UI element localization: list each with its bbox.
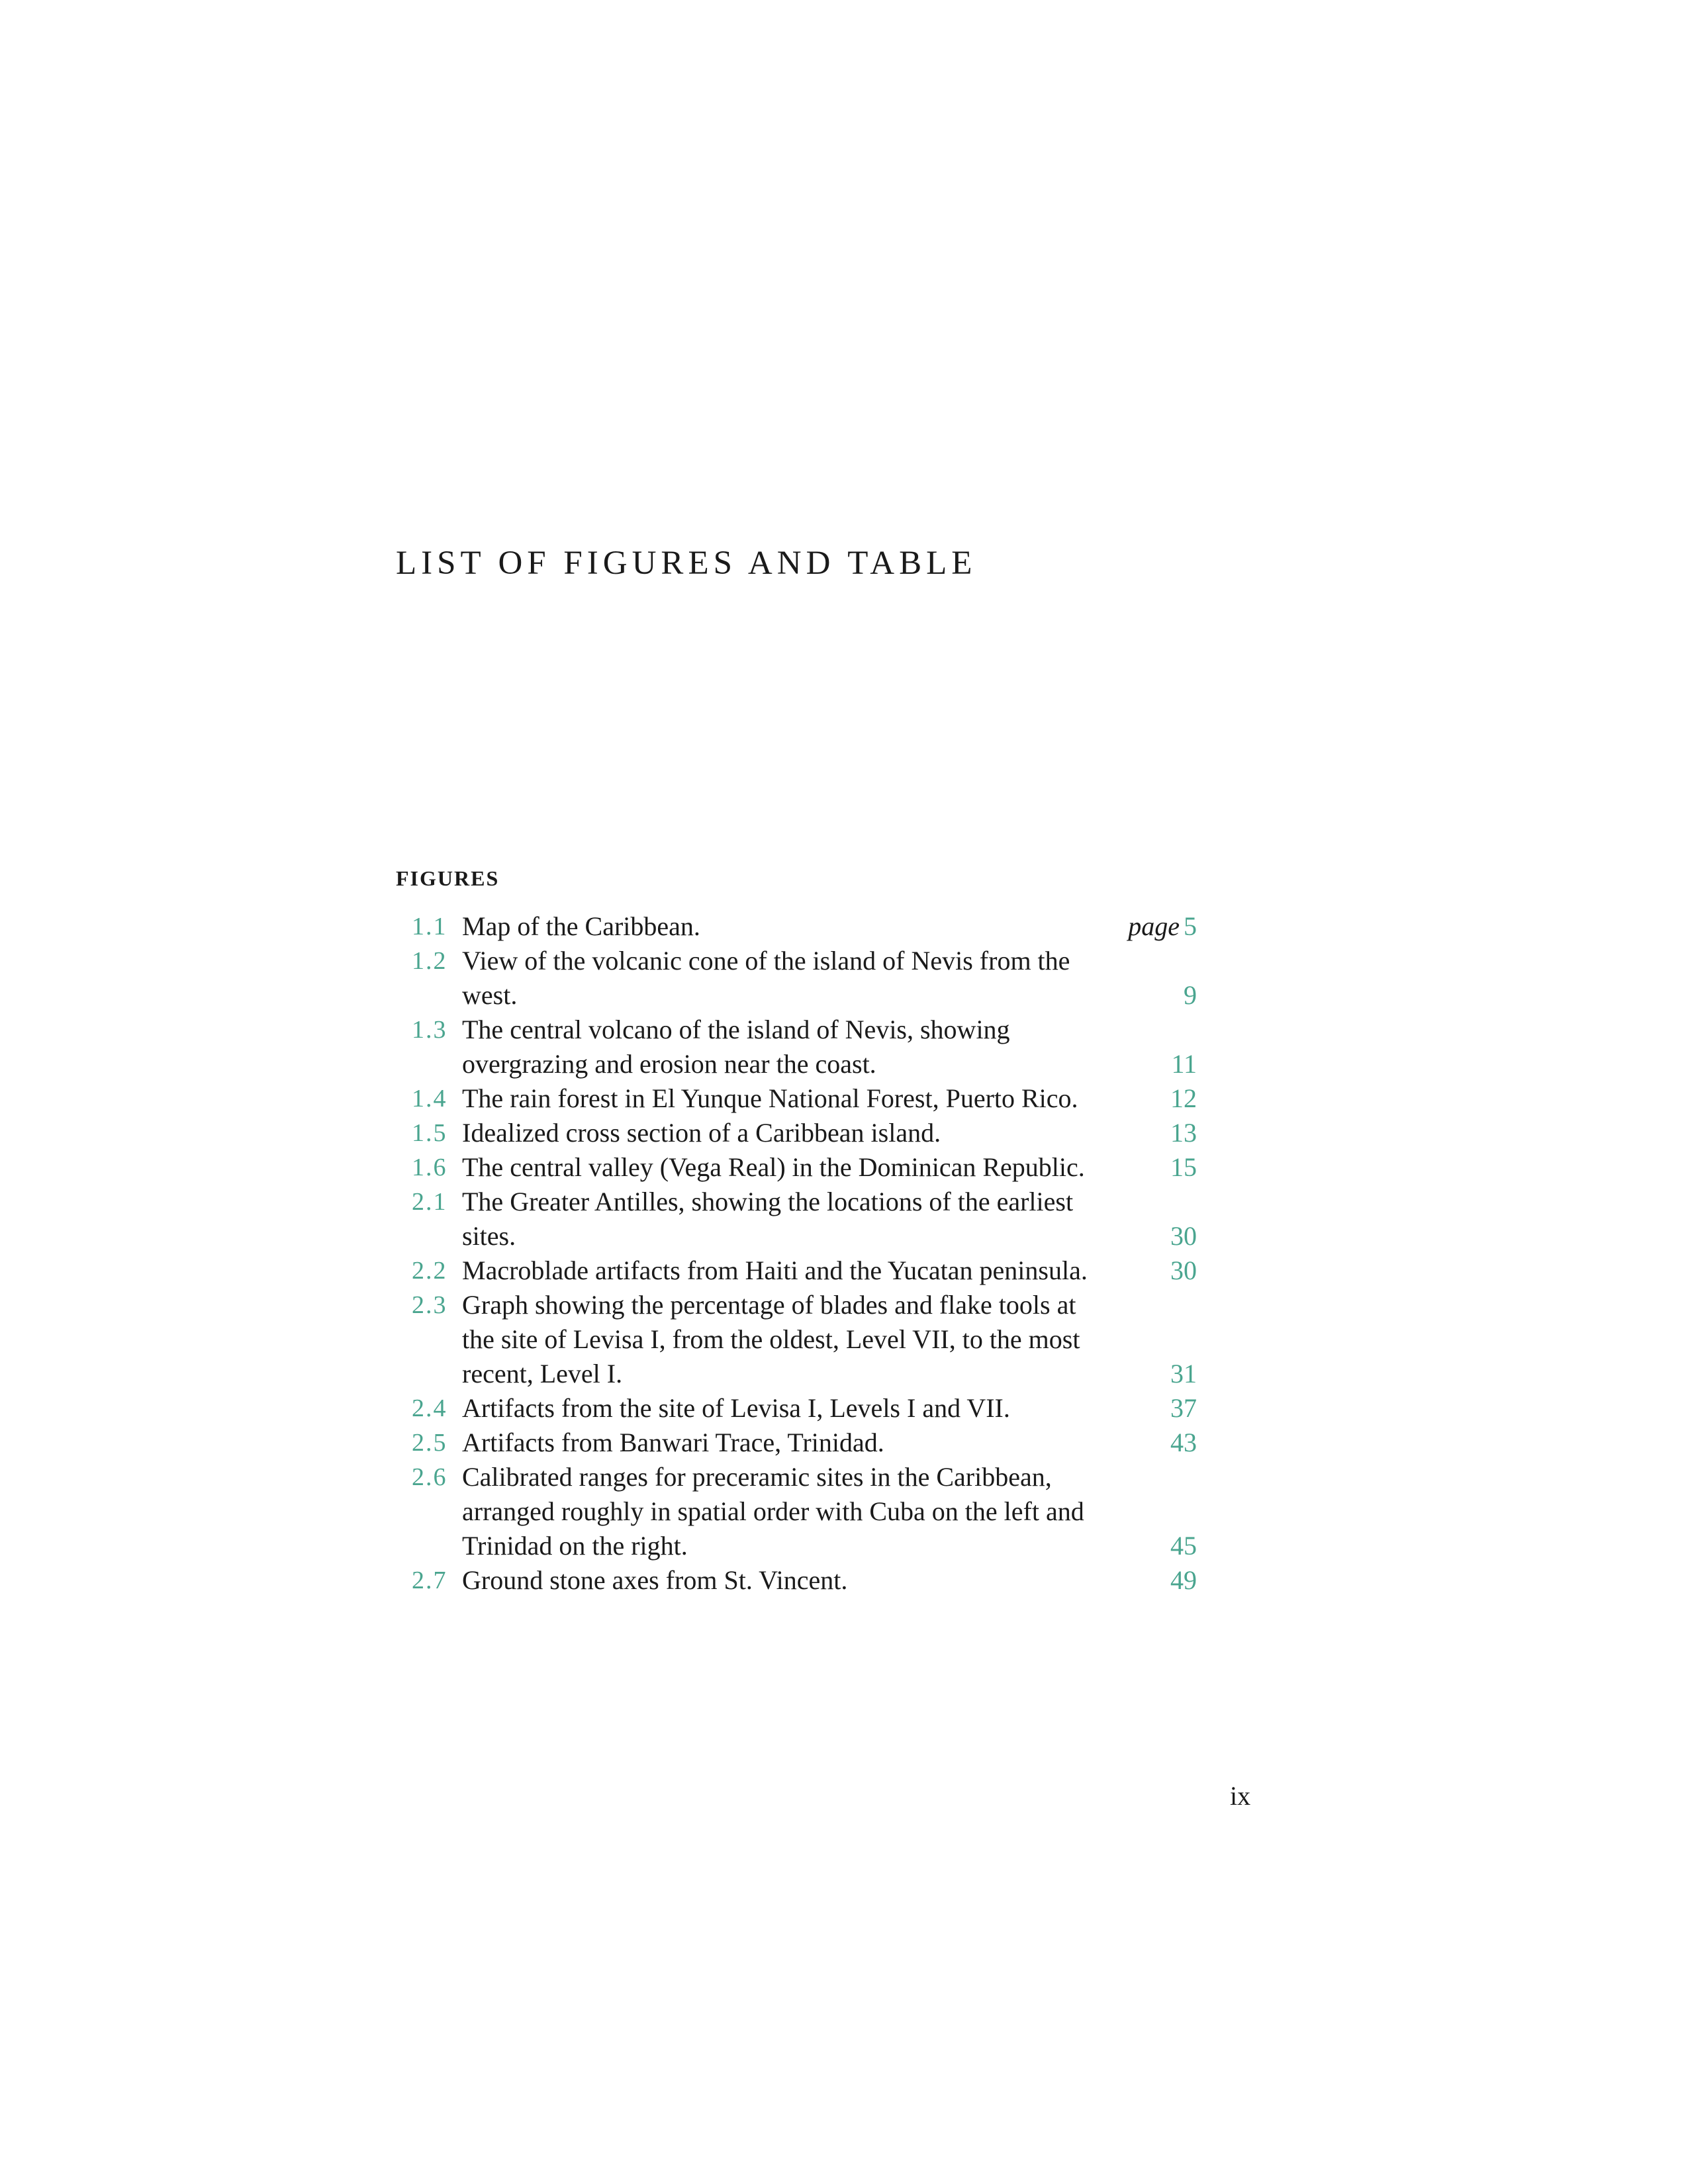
figure-entry — [396, 1460, 1197, 1563]
figure-caption: Idealized cross section of a Caribbean island. — [462, 1118, 941, 1148]
figure-entry — [396, 1391, 1197, 1426]
figure-number: 2.6 — [412, 1463, 447, 1491]
figure-caption: Map of the Caribbean. — [462, 911, 700, 941]
figure-number: 2.3 — [412, 1291, 447, 1319]
figure-page: 15 — [1170, 1152, 1197, 1182]
figure-page: 30 — [1170, 1221, 1197, 1251]
figure-page: 30 — [1170, 1255, 1197, 1285]
figure-page: 43 — [1170, 1428, 1197, 1457]
figure-entry — [396, 1081, 1197, 1116]
figure-entry — [396, 1426, 1197, 1460]
figure-number: 1.5 — [412, 1119, 447, 1147]
figure-entry — [396, 1253, 1197, 1288]
figure-page: 12 — [1170, 1083, 1197, 1113]
figure-number: 2.7 — [412, 1567, 447, 1594]
figure-entry — [396, 1563, 1197, 1598]
figure-caption: The Greater Antilles, showing the locations of the earliest sites. — [462, 1187, 1074, 1251]
figure-caption: Macroblade artifacts from Haiti and the Yucatan peninsula. — [462, 1255, 1088, 1285]
figure-page: 37 — [1170, 1393, 1197, 1423]
figure-caption: Calibrated ranges for preceramic sites in the Caribbean, arranged roughly in spatial order with Cuba on the left and Trinidad on the right. — [462, 1462, 1084, 1561]
figure-page: page 5 — [1128, 911, 1197, 941]
figure-caption: The central valley (Vega Real) in the Dominican Republic. — [462, 1152, 1085, 1182]
figure-caption: View of the volcanic cone of the island of Nevis from the west. — [462, 946, 1070, 1010]
figure-number: 2.4 — [412, 1394, 447, 1422]
figure-page: 49 — [1170, 1565, 1197, 1595]
figure-page: 9 — [1184, 980, 1197, 1010]
figure-page: 11 — [1171, 1049, 1197, 1079]
figure-caption: The rain forest in El Yunque National Forest, Puerto Rico. — [462, 1083, 1078, 1113]
figure-number: 2.2 — [412, 1257, 447, 1285]
figure-entry — [396, 909, 1197, 944]
figure-entry — [396, 1013, 1197, 1081]
figure-caption: Artifacts from the site of Levisa I, Levels I and VII. — [462, 1393, 1010, 1423]
figure-caption: The central volcano of the island of Nevis, showing overgrazing and erosion near the coast. — [462, 1015, 1010, 1079]
figure-entry — [396, 1185, 1197, 1253]
figure-number: 1.2 — [412, 947, 447, 975]
figure-caption: Artifacts from Banwari Trace, Trinidad. — [462, 1428, 884, 1457]
figure-entry — [396, 944, 1197, 1013]
section-heading: FIGURES — [396, 866, 500, 890]
figure-number: 1.3 — [412, 1016, 447, 1044]
figure-number: 2.5 — [412, 1429, 447, 1457]
figure-entry — [396, 1288, 1197, 1391]
figure-entry — [396, 1150, 1197, 1185]
page-word: page — [1128, 911, 1180, 941]
figure-number: 2.1 — [412, 1188, 447, 1216]
page-title: LIST OF FIGURES AND TABLE — [396, 545, 977, 582]
figure-entry — [396, 1116, 1197, 1150]
figure-caption: Graph showing the percentage of blades and flake tools at the site of Levisa I, from the oldest, Level VII, to the most recent, Level I. — [462, 1290, 1080, 1388]
figure-page: 45 — [1170, 1531, 1197, 1561]
figure-list — [396, 909, 1197, 1598]
figure-page: 13 — [1170, 1118, 1197, 1148]
figure-page: 31 — [1170, 1359, 1197, 1388]
figure-number: 1.6 — [412, 1154, 447, 1181]
figure-caption: Ground stone axes from St. Vincent. — [462, 1565, 848, 1595]
page-number: ix — [1230, 1781, 1251, 1811]
figure-number: 1.1 — [412, 913, 447, 940]
figure-number: 1.4 — [412, 1085, 447, 1113]
